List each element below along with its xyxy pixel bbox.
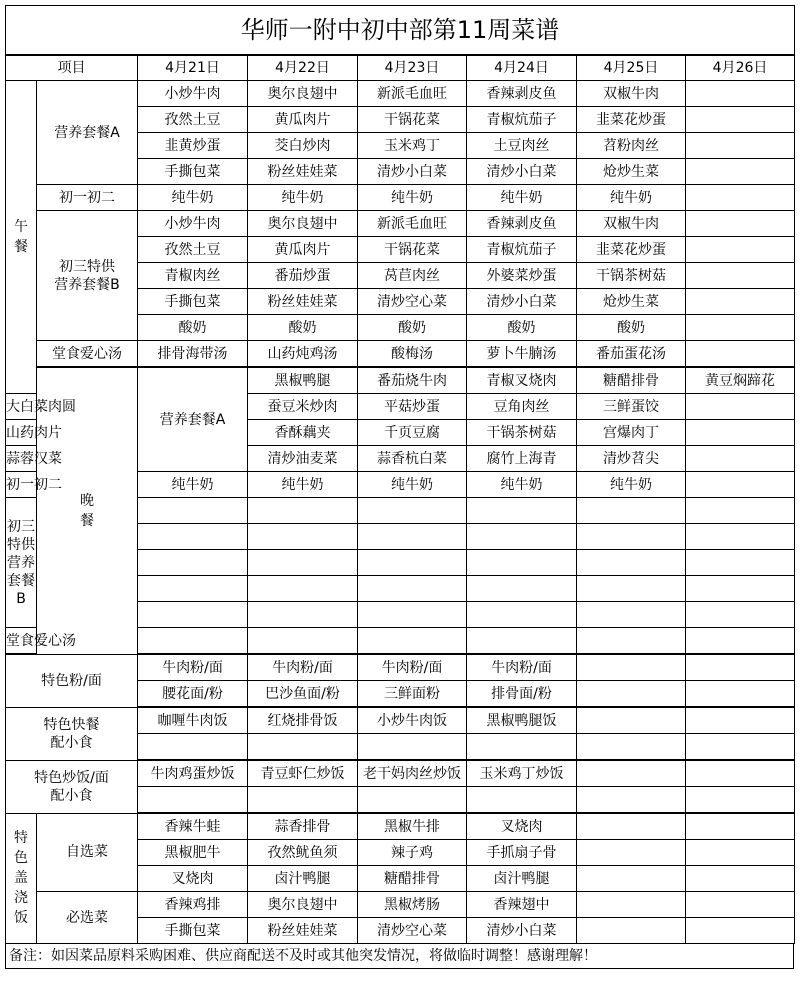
dish-cell — [686, 472, 795, 498]
menu-row — [6, 654, 795, 681]
dish-cell: 番茄炒蛋 — [248, 263, 358, 289]
dish-cell — [577, 866, 686, 892]
dish-cell: 蒜香排骨 — [248, 813, 358, 840]
dish-cell — [686, 159, 795, 185]
dish-cell: 奥尔良翅中 — [248, 81, 358, 107]
grade12-label: 初一初二 — [37, 185, 138, 211]
dish-cell: 奥尔良翅中 — [248, 211, 358, 237]
dish-cell: 干锅茶树菇 — [467, 420, 577, 446]
dish-cell: 玉米鸡丁炒饭 — [467, 760, 577, 787]
dish-cell — [686, 289, 795, 315]
dish-cell: 粉丝娃娃菜 — [248, 918, 358, 944]
dish-cell: 孜然土豆 — [138, 237, 248, 263]
dish-cell — [138, 602, 248, 628]
dish-cell: 炝炒生菜 — [577, 289, 686, 315]
dish-cell: 巴沙鱼面/粉 — [248, 681, 358, 708]
dish-cell — [577, 787, 686, 814]
set-b-label-line: 初三特供 — [59, 258, 115, 275]
dish-cell — [577, 550, 686, 576]
dish-cell: 豆角肉丝 — [467, 394, 577, 420]
dish-cell: 酸奶 — [358, 315, 467, 341]
dish-cell: 排骨面/粉 — [467, 681, 577, 708]
dish-cell — [577, 918, 686, 944]
menu-row — [6, 707, 795, 734]
grade12-label: 初一初二 — [6, 472, 37, 498]
dish-cell — [467, 550, 577, 576]
dish-cell — [358, 628, 467, 655]
dish-cell: 山药肉片 — [6, 420, 37, 446]
dish-cell — [138, 628, 248, 655]
dish-cell: 红烧排骨饭 — [248, 707, 358, 734]
dish-cell — [686, 602, 795, 628]
dish-cell — [358, 602, 467, 628]
dish-cell — [358, 524, 467, 550]
dish-cell: 干锅茶树菇 — [577, 263, 686, 289]
dish-cell — [358, 787, 467, 814]
dish-cell: 纯牛奶 — [467, 472, 577, 498]
header-date: 4月25日 — [577, 55, 686, 81]
dish-cell: 香辣翅中 — [467, 892, 577, 918]
rice-bowl-label-text: 特色盖浇饭 — [14, 830, 28, 927]
dish-cell — [138, 787, 248, 814]
dish-cell — [686, 237, 795, 263]
dish-cell — [467, 576, 577, 602]
dish-cell: 清炒小白菜 — [467, 918, 577, 944]
fried-rice-label — [6, 760, 138, 813]
header-date: 4月26日 — [686, 55, 795, 81]
dish-cell — [577, 628, 686, 655]
dish-cell — [577, 734, 686, 761]
dish-cell: 韭黄炒蛋 — [138, 133, 248, 159]
rice-bowl-label — [6, 813, 37, 944]
fast-food-label — [6, 707, 138, 760]
dish-cell: 糖醋排骨 — [358, 866, 467, 892]
dish-cell — [577, 681, 686, 708]
dish-cell: 黑椒鸭腿 — [248, 367, 358, 394]
dish-cell — [467, 602, 577, 628]
header-item-label: 项目 — [6, 55, 138, 81]
dish-cell — [248, 602, 358, 628]
dish-cell: 香辣牛蛙 — [138, 813, 248, 840]
dish-cell: 酸梅汤 — [358, 341, 467, 368]
dish-cell: 黄瓜肉片 — [248, 107, 358, 133]
dish-cell — [686, 866, 795, 892]
dish-cell — [686, 133, 795, 159]
dinner-label-text: 晚餐 — [80, 492, 94, 529]
header-row — [6, 55, 795, 81]
dish-cell: 小炒牛肉 — [138, 211, 248, 237]
dish-cell: 大白菜肉圆 — [6, 394, 37, 420]
dish-cell: 清炒空心菜 — [358, 289, 467, 315]
dish-cell: 韭菜花炒蛋 — [577, 237, 686, 263]
dish-cell — [686, 654, 795, 681]
dish-cell — [686, 185, 795, 211]
dish-cell: 纯牛奶 — [248, 472, 358, 498]
dish-cell: 香辣鸡排 — [138, 892, 248, 918]
dish-cell — [248, 628, 358, 655]
dish-cell: 番茄烧牛肉 — [358, 367, 467, 394]
dish-cell: 纯牛奶 — [577, 185, 686, 211]
dish-cell: 青椒肉丝 — [138, 263, 248, 289]
dish-cell: 卤汁鸭腿 — [248, 866, 358, 892]
dish-cell — [467, 734, 577, 761]
dish-cell — [686, 263, 795, 289]
dish-cell: 牛肉粉/面 — [138, 654, 248, 681]
dish-cell: 手抓扇子骨 — [467, 840, 577, 866]
dish-cell — [686, 734, 795, 761]
dish-cell — [577, 602, 686, 628]
dish-cell: 纯牛奶 — [138, 472, 248, 498]
dish-cell: 腐竹上海青 — [467, 446, 577, 472]
fast-food-label-line: 配小食 — [50, 734, 93, 751]
header-date: 4月21日 — [138, 55, 248, 81]
dish-cell: 清炒空心菜 — [358, 918, 467, 944]
menu-row — [6, 81, 795, 107]
dish-cell: 新派毛血旺 — [358, 211, 467, 237]
set-a-label: 营养套餐A — [37, 81, 138, 185]
dish-cell: 青椒炕茄子 — [467, 107, 577, 133]
dish-cell: 纯牛奶 — [358, 472, 467, 498]
dish-cell: 黄瓜肉片 — [248, 237, 358, 263]
set-b-label-line: 营养套餐B — [7, 554, 35, 607]
dish-cell — [686, 550, 795, 576]
dish-cell: 炝炒生菜 — [577, 159, 686, 185]
dish-cell — [686, 707, 795, 734]
soup-label: 堂食爱心汤 — [6, 628, 37, 655]
dish-cell: 韭菜花炒蛋 — [577, 107, 686, 133]
dish-cell: 清炒苕尖 — [577, 446, 686, 472]
dish-cell: 黑椒肥牛 — [138, 840, 248, 866]
dish-cell: 老干妈肉丝炒饭 — [358, 760, 467, 787]
header-date: 4月23日 — [358, 55, 467, 81]
dish-cell: 牛肉鸡蛋炒饭 — [138, 760, 248, 787]
dish-cell — [577, 524, 686, 550]
dish-cell — [686, 420, 795, 446]
menu-row — [6, 341, 795, 368]
dish-cell: 叉烧肉 — [467, 813, 577, 840]
dish-cell: 清炒小白菜 — [467, 289, 577, 315]
dish-cell — [686, 840, 795, 866]
dish-cell: 纯牛奶 — [577, 472, 686, 498]
dish-cell — [358, 734, 467, 761]
dish-cell: 土豆肉丝 — [467, 133, 577, 159]
set-b-label-line: 营养套餐B — [54, 276, 120, 293]
dish-cell — [358, 550, 467, 576]
set-b-label-line: 初三特供 — [7, 518, 35, 553]
noodles-label: 特色粉/面 — [6, 654, 138, 707]
dish-cell: 黄豆焖蹄花 — [686, 367, 795, 394]
dish-cell: 三鲜蛋饺 — [577, 394, 686, 420]
dish-cell — [577, 840, 686, 866]
dish-cell — [577, 760, 686, 787]
dish-cell: 孜然鱿鱼须 — [248, 840, 358, 866]
dish-cell: 黑椒鸭腿饭 — [467, 707, 577, 734]
dish-cell — [686, 211, 795, 237]
menu-row — [6, 760, 795, 787]
dish-cell — [686, 81, 795, 107]
dish-cell — [467, 787, 577, 814]
dish-cell — [248, 734, 358, 761]
dish-cell: 腰花面/粉 — [138, 681, 248, 708]
dish-cell — [686, 787, 795, 814]
dish-cell: 孜然土豆 — [138, 107, 248, 133]
dish-cell — [686, 498, 795, 524]
dish-cell: 干锅花菜 — [358, 237, 467, 263]
dish-cell — [686, 892, 795, 918]
dish-cell: 干锅花菜 — [358, 107, 467, 133]
dish-cell: 手撕包菜 — [138, 159, 248, 185]
dish-cell: 平菇炒蛋 — [358, 394, 467, 420]
dish-cell: 纯牛奶 — [358, 185, 467, 211]
dish-cell — [577, 892, 686, 918]
header-date: 4月24日 — [467, 55, 577, 81]
dish-cell — [138, 734, 248, 761]
dish-cell: 小炒牛肉 — [138, 81, 248, 107]
dish-cell — [467, 498, 577, 524]
dish-cell: 糖醋排骨 — [577, 367, 686, 394]
dish-cell: 牛肉粉/面 — [358, 654, 467, 681]
dish-cell: 青豆虾仁炒饭 — [248, 760, 358, 787]
dish-cell — [248, 576, 358, 602]
dish-cell: 双椒牛肉 — [577, 211, 686, 237]
footnote-row — [5, 944, 794, 969]
dish-cell: 蒜蓉汉菜 — [6, 446, 37, 472]
page-title: 华师一附中初中部第11周菜谱 — [6, 6, 795, 56]
dish-cell — [686, 524, 795, 550]
dish-cell: 青椒叉烧肉 — [467, 367, 577, 394]
dish-cell: 纯牛奶 — [248, 185, 358, 211]
dish-cell: 蚕豆米炒肉 — [248, 394, 358, 420]
dish-cell — [138, 498, 248, 524]
dish-cell: 排骨海带汤 — [138, 341, 248, 368]
set-a-label: 营养套餐A — [138, 367, 248, 472]
dish-cell: 萝卜牛腩汤 — [467, 341, 577, 368]
menu-row — [6, 892, 795, 918]
dish-cell: 酸奶 — [467, 315, 577, 341]
soup-label: 堂食爱心汤 — [37, 341, 138, 368]
dish-cell — [467, 524, 577, 550]
fried-rice-label-line: 配小食 — [50, 787, 93, 804]
dish-cell: 清炒小白菜 — [467, 159, 577, 185]
dish-cell — [686, 918, 795, 944]
dish-cell — [577, 813, 686, 840]
set-b-label — [37, 211, 138, 341]
dish-cell: 蒜香杭白菜 — [358, 446, 467, 472]
fast-food-label-line: 特色快餐 — [43, 716, 100, 733]
dish-cell: 玉米鸡丁 — [358, 133, 467, 159]
dish-cell: 香酥藕夹 — [248, 420, 358, 446]
dish-cell: 牛肉粉/面 — [467, 654, 577, 681]
menu-row — [6, 211, 795, 237]
dish-cell: 黑椒烤肠 — [358, 892, 467, 918]
dish-cell: 新派毛血旺 — [358, 81, 467, 107]
dish-cell — [138, 550, 248, 576]
dish-cell — [686, 315, 795, 341]
dish-cell — [686, 628, 795, 655]
dish-cell: 小炒牛肉饭 — [358, 707, 467, 734]
dish-cell: 辣子鸡 — [358, 840, 467, 866]
dish-cell — [686, 760, 795, 787]
dish-cell — [358, 498, 467, 524]
dish-cell: 黑椒牛排 — [358, 813, 467, 840]
dish-cell: 苕粉肉丝 — [577, 133, 686, 159]
dish-cell: 茭白炒肉 — [248, 133, 358, 159]
dish-cell — [467, 628, 577, 655]
menu-row — [6, 185, 795, 211]
dish-cell — [138, 524, 248, 550]
dish-cell — [248, 524, 358, 550]
dish-cell — [138, 576, 248, 602]
menu-table — [5, 5, 795, 944]
dish-cell — [248, 787, 358, 814]
dish-cell — [686, 107, 795, 133]
footnote: 备注：如因菜品原料采购困难、供应商配送不及时或其他突发情况，将做临时调整！感谢理解！ — [9, 948, 597, 964]
dish-cell — [686, 681, 795, 708]
dish-cell — [686, 576, 795, 602]
dish-cell: 番茄蛋花汤 — [577, 341, 686, 368]
dish-cell: 清炒油麦菜 — [248, 446, 358, 472]
optional-label: 自选菜 — [37, 813, 138, 892]
dish-cell: 叉烧肉 — [138, 866, 248, 892]
lunch-label — [6, 81, 37, 394]
dish-cell: 双椒牛肉 — [577, 81, 686, 107]
dish-cell: 莴苣肉丝 — [358, 263, 467, 289]
dish-cell — [577, 654, 686, 681]
dish-cell: 山药炖鸡汤 — [248, 341, 358, 368]
dish-cell: 香辣剥皮鱼 — [467, 81, 577, 107]
set-b-label — [6, 498, 37, 628]
header-date: 4月22日 — [248, 55, 358, 81]
dish-cell: 咖喱牛肉饭 — [138, 707, 248, 734]
dish-cell: 清炒小白菜 — [358, 159, 467, 185]
dish-cell — [686, 394, 795, 420]
menu-body — [6, 6, 795, 944]
dish-cell — [248, 498, 358, 524]
menu-row — [6, 367, 795, 394]
dish-cell: 酸奶 — [577, 315, 686, 341]
dish-cell — [577, 498, 686, 524]
lunch-label-text: 午餐 — [14, 219, 28, 255]
fried-rice-label-line: 特色炒饭/面 — [34, 769, 109, 786]
dish-cell: 青椒炕茄子 — [467, 237, 577, 263]
dish-cell — [686, 446, 795, 472]
dish-cell: 卤汁鸭腿 — [467, 866, 577, 892]
dish-cell: 牛肉粉/面 — [248, 654, 358, 681]
required-label: 必选菜 — [37, 892, 138, 944]
dish-cell: 香辣剥皮鱼 — [467, 211, 577, 237]
dish-cell: 酸奶 — [248, 315, 358, 341]
dish-cell: 三鲜面粉 — [358, 681, 467, 708]
dish-cell — [577, 707, 686, 734]
dish-cell — [248, 550, 358, 576]
dish-cell — [358, 576, 467, 602]
dish-cell: 外婆菜炒蛋 — [467, 263, 577, 289]
dish-cell — [686, 813, 795, 840]
dish-cell: 纯牛奶 — [138, 185, 248, 211]
menu-row — [6, 813, 795, 840]
dish-cell: 宫爆肉丁 — [577, 420, 686, 446]
dish-cell: 手撕包菜 — [138, 289, 248, 315]
dish-cell: 粉丝娃娃菜 — [248, 159, 358, 185]
dish-cell: 酸奶 — [138, 315, 248, 341]
dish-cell: 粉丝娃娃菜 — [248, 289, 358, 315]
dish-cell: 千页豆腐 — [358, 420, 467, 446]
menu-sheet — [5, 5, 795, 969]
dish-cell: 纯牛奶 — [467, 185, 577, 211]
dish-cell — [686, 341, 795, 368]
dish-cell: 奥尔良翅中 — [248, 892, 358, 918]
dish-cell — [577, 576, 686, 602]
dish-cell: 手撕包菜 — [138, 918, 248, 944]
